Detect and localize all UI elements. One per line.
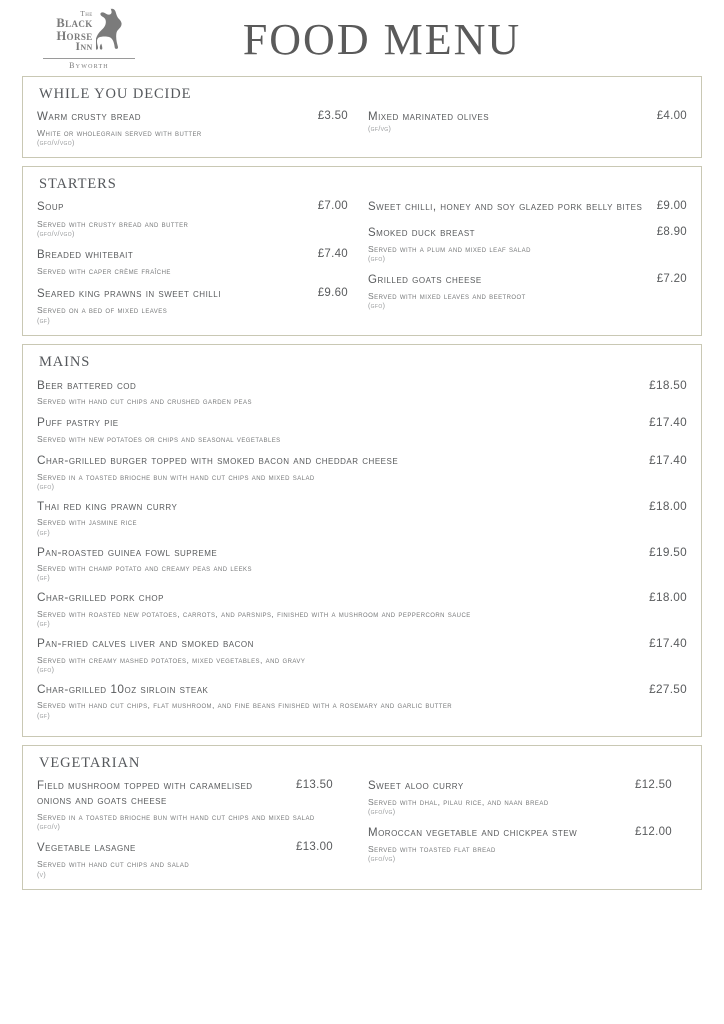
menu-item-name: Mixed marinated olives — [368, 111, 490, 123]
page-title: FOOD MENU — [242, 14, 522, 64]
menu-item-price: £18.00 — [649, 590, 687, 605]
menu-item-name: Char-grilled pork chop — [37, 590, 164, 605]
menu-item-list — [37, 378, 687, 720]
menu-item-description: Served with hand cut chips and crushed garden peas — [37, 396, 252, 407]
menu-item — [37, 415, 687, 445]
menu-column — [362, 110, 687, 149]
dietary-tag: (gf) — [37, 621, 51, 629]
section-title: WHILE YOU DECIDE — [39, 86, 192, 102]
menu-item-head — [37, 287, 348, 302]
menu-sections — [0, 76, 724, 890]
menu-section-starters — [22, 166, 702, 335]
logo-divider — [43, 58, 135, 59]
menu-item-price: £7.20 — [656, 272, 687, 285]
menu-item-name: Char-grilled 10oz sirloin steak — [37, 681, 209, 696]
logo-line-byworth: Byworth — [69, 61, 109, 70]
menu-item-price: £4.00 — [656, 110, 687, 122]
menu-section-mains — [22, 344, 702, 737]
menu-item-head — [37, 378, 687, 394]
logo-line-black: Black — [56, 16, 93, 30]
menu-item-name: Seared king prawns in sweet chilli — [37, 288, 221, 301]
logo-wrap — [0, 8, 160, 70]
logo-wordmark — [56, 10, 92, 54]
dietary-tag: (gf) — [37, 317, 51, 325]
menu-item-description: Served with hand cut chips, flat mushroom, and fine beans finished with a rosemary and garlic butter — [37, 700, 453, 711]
menu-item-name: Sweet chilli, honey and soy glazed pork belly bites — [368, 201, 643, 214]
menu-item — [37, 378, 687, 408]
menu-item-price: £17.40 — [649, 453, 687, 468]
menu-item-name: Puff pastry pie — [37, 415, 119, 430]
menu-item-name: Breaded whitebait — [37, 248, 134, 261]
menu-column — [362, 779, 687, 881]
logo-line-inn: Inn — [75, 41, 93, 53]
menu-item-head — [368, 200, 687, 215]
menu-item-head — [37, 499, 687, 515]
menu-item-name: Soup — [37, 201, 65, 214]
menu-item-price: £12.50 — [635, 778, 672, 791]
menu-item — [37, 636, 687, 674]
menu-item-name: Beer battered cod — [37, 377, 137, 392]
menu-item-description: Served with mixed leaves and beetroot — [368, 291, 526, 302]
menu-item-price: £17.40 — [649, 636, 687, 651]
section-title: STARTERS — [39, 176, 117, 193]
menu-item-description: Served with dhal, pilau rice, and naan bread — [368, 796, 549, 807]
menu-item — [37, 200, 348, 237]
black-horse-inn-logo — [43, 8, 135, 70]
menu-item — [37, 453, 687, 491]
menu-item-name: Field mushroom topped with caramelised onions and goats cheese — [37, 779, 253, 807]
dietary-tag: (gfo/vg) — [368, 856, 396, 864]
menu-item-name: Pan-fried calves liver and smoked bacon — [37, 636, 254, 651]
menu-item-name: Pan-roasted guinea fowl supreme — [37, 544, 218, 559]
menu-item-description: Served with champ potato and creamy peas and leeks — [37, 563, 252, 574]
menu-column — [362, 200, 687, 326]
menu-item — [37, 779, 348, 832]
dietary-tag: (v) — [37, 871, 47, 879]
menu-item — [368, 779, 687, 816]
dietary-tag: (gfo) — [37, 666, 55, 674]
menu-item-price: £7.00 — [317, 200, 348, 213]
menu-item-description: Served with jasmine rice — [37, 517, 137, 528]
menu-item-price: £8.90 — [656, 225, 687, 238]
menu-item-head — [37, 841, 348, 856]
menu-item-head — [37, 779, 348, 809]
menu-item-head — [37, 590, 687, 606]
menu-item-description: Served with hand cut chips and salad — [37, 859, 190, 870]
menu-item — [368, 110, 687, 133]
menu-column — [37, 779, 362, 881]
menu-item-head — [37, 453, 687, 469]
menu-item-head — [37, 200, 348, 215]
dietary-tag: (gfo) — [368, 303, 386, 311]
dietary-tag: (gfo) — [368, 255, 386, 263]
dietary-tag: (gf/vg) — [368, 126, 392, 134]
menu-item — [37, 682, 687, 720]
menu-item-price: £7.40 — [317, 247, 348, 260]
menu-item-price: £3.50 — [317, 110, 348, 122]
menu-item-head — [37, 415, 687, 431]
menu-columns — [37, 110, 687, 149]
menu-item-description: Served in a toasted brioche bun with hand cut chips and mixed salad — [37, 811, 315, 822]
menu-item-description: Served with a plum and mixed leaf salad — [368, 243, 531, 254]
dietary-tag: (gfo/v/vgo) — [37, 140, 75, 148]
menu-item-price: £17.40 — [649, 415, 687, 430]
menu-item — [37, 287, 348, 324]
menu-item-price: £9.00 — [656, 200, 687, 213]
menu-column — [37, 110, 362, 149]
menu-item-name: Grilled goats cheese — [368, 273, 482, 286]
menu-item — [368, 273, 687, 310]
logo-line-horse: Horse — [56, 28, 93, 43]
menu-section-vegetarian — [22, 745, 702, 890]
menu-column — [37, 200, 362, 326]
menu-item — [37, 590, 687, 628]
menu-item-head — [368, 779, 687, 794]
menu-item — [37, 499, 687, 537]
menu-item — [37, 841, 348, 878]
menu-item — [368, 826, 687, 863]
menu-item-price: £13.00 — [296, 841, 333, 854]
menu-item-description: White or wholegrain served with butter — [37, 128, 202, 139]
menu-item-description: Served with creamy mashed potatoes, mixed vegetables, and gravy — [37, 654, 306, 665]
dietary-tag: (gf) — [37, 529, 51, 537]
menu-item-price: £12.00 — [635, 826, 672, 838]
menu-item-price: £18.50 — [649, 377, 687, 392]
menu-item — [37, 110, 348, 147]
menu-item-name: Thai red king prawn curry — [37, 498, 178, 513]
menu-item-name: Sweet aloo curry — [368, 779, 464, 792]
menu-item-price: £18.00 — [649, 498, 687, 513]
menu-item-head — [37, 682, 687, 698]
menu-item-price: £9.60 — [317, 287, 348, 300]
dietary-tag: (gfo/vg) — [368, 809, 396, 816]
logo-line-the: The — [80, 8, 93, 18]
dietary-tag: (gf) — [37, 712, 51, 720]
menu-header — [0, 0, 724, 76]
menu-item-name: Smoked duck breast — [368, 226, 476, 239]
menu-item-name: Vegetable lasagne — [37, 842, 136, 855]
menu-item — [37, 248, 348, 277]
menu-item — [368, 200, 687, 215]
rearing-horse-icon — [96, 8, 122, 55]
menu-item-description: Served with toasted flat bread — [368, 844, 496, 855]
menu-item-name: Warm crusty bread — [37, 111, 141, 123]
dietary-tag: (gf) — [37, 575, 51, 583]
menu-item-description: Served with crusty bread and butter — [37, 218, 189, 229]
menu-item-head — [368, 226, 687, 241]
menu-item-head — [37, 110, 348, 125]
menu-item-name: Moroccan vegetable and chickpea stew — [368, 827, 578, 839]
section-title: VEGETARIAN — [39, 754, 141, 771]
menu-item — [368, 226, 687, 263]
dietary-tag: (gfo/v) — [37, 824, 61, 832]
menu-item-price: £19.50 — [649, 544, 687, 559]
menu-item-head — [37, 545, 687, 561]
menu-item-head — [37, 248, 348, 263]
menu-item — [37, 545, 687, 583]
menu-item-head — [37, 636, 687, 652]
dietary-tag: (gfo) — [37, 483, 55, 491]
dietary-tag: (gfo/v/vgo) — [37, 230, 75, 238]
menu-item-description: Served with roasted new potatoes, carrots, and parsnips, finished with a mushroom and peppercorn sauce — [37, 608, 471, 619]
menu-item-description: Served with caper crème fraîche — [37, 265, 171, 276]
menu-item-price: £13.50 — [296, 778, 333, 791]
menu-columns — [37, 779, 687, 881]
menu-item-description: Served in a toasted brioche bun with hand cut chips and mixed salad — [37, 471, 315, 482]
logo-top — [56, 8, 121, 55]
menu-section-while-you-decide — [22, 76, 702, 158]
menu-item-description: Served with new potatoes or chips and seasonal vegetables — [37, 433, 281, 444]
menu-item-head — [368, 826, 687, 841]
menu-item-name: Char-grilled burger topped with smoked bacon and cheddar cheese — [37, 453, 399, 468]
menu-item-price: £27.50 — [649, 681, 687, 696]
menu-columns — [37, 200, 687, 326]
menu-item-description: Served on a bed of mixed leaves — [37, 305, 168, 316]
menu-item-head — [368, 273, 687, 288]
section-title: MAINS — [39, 353, 91, 370]
menu-item-head — [368, 110, 687, 125]
